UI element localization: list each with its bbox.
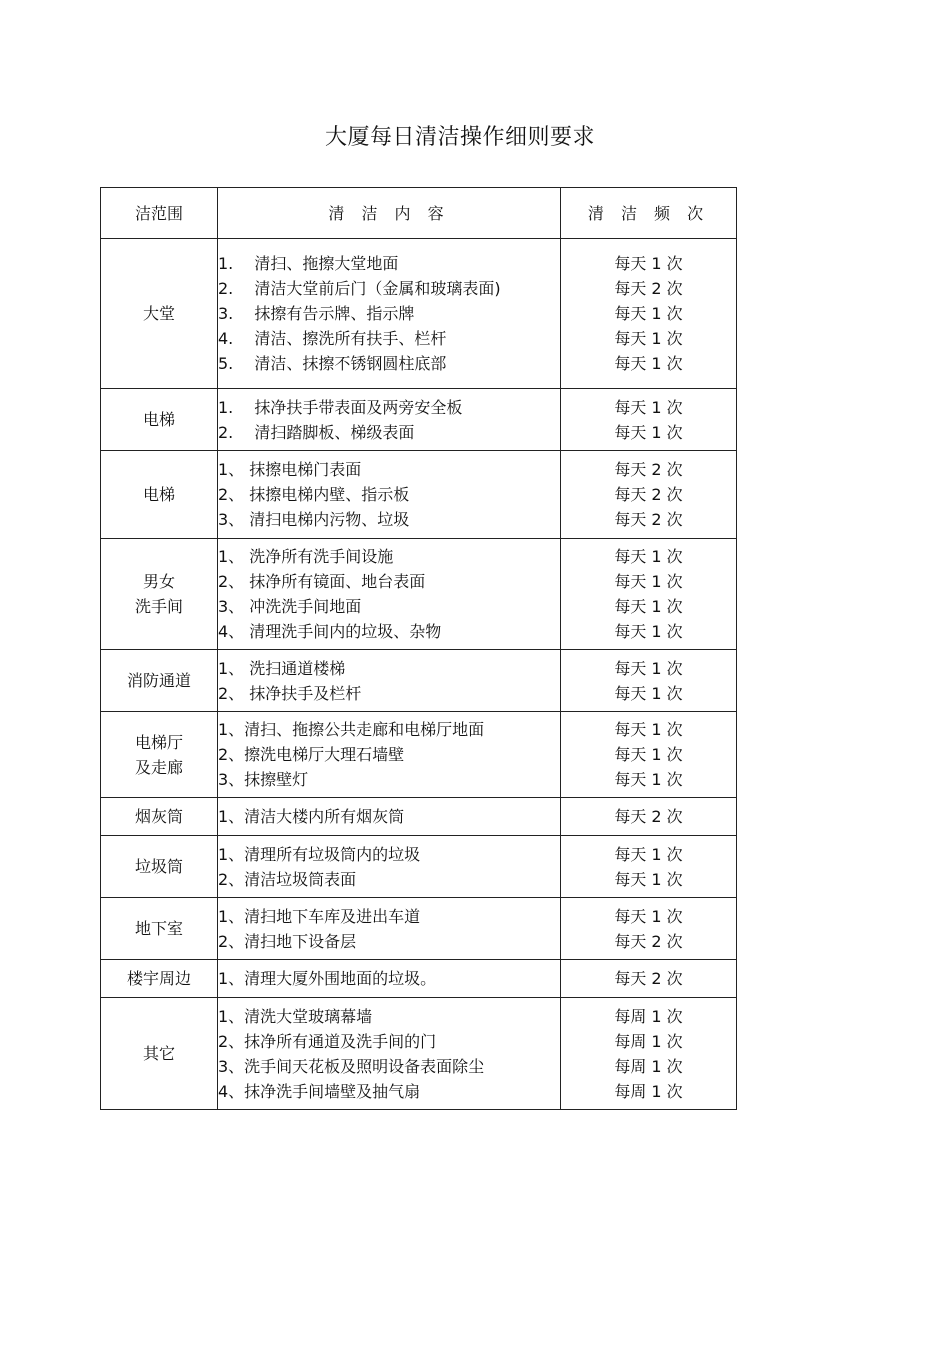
- area-label: 电梯厅: [134, 732, 183, 752]
- area-cell: [101, 650, 218, 712]
- area-cell: [101, 239, 218, 389]
- frequency-item: 每天 2 次: [614, 279, 683, 298]
- frequency-item: 每天 1 次: [614, 254, 683, 273]
- table-row: [101, 836, 737, 898]
- table-row: [101, 898, 737, 960]
- content-item: 1、清理所有垃圾筒内的垃圾: [218, 844, 421, 864]
- frequency-item: 每天 2 次: [614, 510, 683, 529]
- frequency-item: 每天 1 次: [614, 572, 683, 591]
- area-label: 电梯: [142, 410, 175, 429]
- frequency-cell: [561, 960, 737, 998]
- cleaning-schedule-table: [100, 187, 737, 1110]
- content-item: 1、清洗大堂玻璃幕墙: [218, 1006, 373, 1026]
- area-label: 电梯: [142, 485, 175, 504]
- content-cell: [218, 712, 561, 798]
- table-row: [101, 650, 737, 712]
- content-item: 2、清扫地下设备层: [218, 931, 357, 951]
- area-label: 楼宇周边: [126, 969, 191, 988]
- content-item: 1、清洁大楼内所有烟灰筒: [218, 807, 405, 826]
- content-item: 1、 洗净所有洗手间设施: [218, 547, 394, 566]
- area-cell: [101, 539, 218, 650]
- area-cell: [101, 389, 218, 451]
- content-item: 1、清扫、拖擦公共走廊和电梯厅地面: [218, 720, 485, 739]
- content-item: 1、清理大厦外围地面的垃圾。: [218, 969, 437, 988]
- frequency-item: 每天 1 次: [614, 422, 683, 442]
- table-body: [101, 239, 737, 1110]
- header-content: 清 洁 内 容: [218, 188, 561, 239]
- frequency-item: 每周 1 次: [614, 1081, 683, 1101]
- area-cell: [101, 898, 218, 960]
- frequency-cell: [561, 451, 737, 539]
- table-row: [101, 712, 737, 798]
- content-item: 2、 抹擦电梯内壁、指示板: [218, 485, 410, 504]
- area-label: 及走廊: [134, 757, 183, 777]
- area-cell: [101, 960, 218, 998]
- content-cell: [218, 898, 561, 960]
- area-label: 其它: [142, 1044, 175, 1063]
- frequency-item: 每天 1 次: [614, 869, 683, 889]
- content-cell: [218, 998, 561, 1110]
- frequency-cell: [561, 898, 737, 960]
- area-label: 垃圾筒: [134, 857, 183, 876]
- frequency-item: 每天 1 次: [614, 906, 683, 926]
- content-item: 3. 抹擦有告示牌、指示牌: [218, 304, 415, 323]
- table-row: [101, 998, 737, 1110]
- content-item: 1、清扫地下车库及进出车道: [218, 906, 421, 926]
- content-item: 1. 清扫、拖擦大堂地面: [218, 254, 399, 273]
- content-item: 2. 清洁大堂前后门（金属和玻璃表面): [218, 279, 501, 298]
- content-cell: [218, 836, 561, 898]
- content-cell: [218, 960, 561, 998]
- frequency-cell: [561, 539, 737, 650]
- frequency-cell: [561, 650, 737, 712]
- content-item: 5. 清洁、抹擦不锈钢圆柱底部: [218, 354, 447, 373]
- content-item: 4、抹净洗手间墙壁及抽气扇: [218, 1081, 421, 1101]
- content-item: 1、 抹擦电梯门表面: [218, 460, 362, 479]
- content-item: 2、清洁垃圾筒表面: [218, 869, 357, 889]
- area-label: 洗手间: [134, 597, 183, 616]
- content-item: 3、洗手间天花板及照明设备表面除尘: [218, 1056, 485, 1076]
- area-cell: [101, 836, 218, 898]
- content-item: 3、 清扫电梯内污物、垃圾: [218, 510, 410, 529]
- content-cell: [218, 798, 561, 836]
- frequency-cell: [561, 836, 737, 898]
- frequency-item: 每天 1 次: [614, 745, 683, 764]
- area-cell: [101, 798, 218, 836]
- frequency-item: 每天 1 次: [614, 683, 683, 703]
- area-label: 地下室: [134, 919, 183, 938]
- frequency-item: 每天 2 次: [614, 931, 683, 951]
- document-title: 大厦每日清洁操作细则要求: [324, 125, 595, 150]
- content-item: 2、抹净所有通道及洗手间的门: [218, 1031, 437, 1051]
- frequency-item: 每天 2 次: [614, 460, 683, 479]
- frequency-cell: [561, 239, 737, 389]
- area-label: 烟灰筒: [134, 807, 183, 826]
- content-cell: [218, 389, 561, 451]
- frequency-item: 每天 1 次: [614, 547, 683, 566]
- content-item: 3、 冲洗洗手间地面: [218, 597, 362, 616]
- frequency-item: 每天 1 次: [614, 720, 683, 739]
- content-item: 1、 洗扫通道楼梯: [218, 658, 346, 678]
- content-item: 4. 清洁、擦洗所有扶手、栏杆: [218, 329, 447, 348]
- content-item: 3、抹擦壁灯: [218, 770, 309, 789]
- frequency-cell: [561, 798, 737, 836]
- frequency-item: 每天 1 次: [614, 844, 683, 864]
- content-item: 4、 清理洗手间内的垃圾、杂物: [218, 622, 442, 641]
- frequency-item: 每天 1 次: [614, 597, 683, 616]
- table-row: [101, 451, 737, 539]
- frequency-item: 每天 1 次: [614, 622, 683, 641]
- area-label: 大堂: [142, 304, 175, 323]
- content-cell: [218, 650, 561, 712]
- area-label: 消防通道: [126, 671, 191, 690]
- table-row: [101, 389, 737, 451]
- content-cell: [218, 451, 561, 539]
- area-cell: [101, 998, 218, 1110]
- table-row: [101, 960, 737, 998]
- frequency-item: 每天 1 次: [614, 770, 683, 789]
- frequency-item: 每周 1 次: [614, 1031, 683, 1051]
- frequency-cell: [561, 389, 737, 451]
- area-label: 男女: [142, 572, 175, 591]
- table-row: [101, 239, 737, 389]
- frequency-item: 每天 2 次: [614, 969, 683, 988]
- table-row: [101, 539, 737, 650]
- table-header-row: [101, 188, 737, 239]
- table-row: [101, 798, 737, 836]
- content-item: 2. 清扫踏脚板、梯级表面: [218, 422, 415, 442]
- frequency-item: 每周 1 次: [614, 1056, 683, 1076]
- frequency-cell: [561, 998, 737, 1110]
- frequency-item: 每天 2 次: [614, 485, 683, 504]
- frequency-item: 每天 1 次: [614, 397, 683, 417]
- frequency-item: 每天 1 次: [614, 329, 683, 348]
- area-cell: [101, 712, 218, 798]
- content-item: 1. 抹净扶手带表面及两旁安全板: [218, 397, 463, 417]
- content-item: 2、 抹净扶手及栏杆: [218, 683, 362, 703]
- content-item: 2、擦洗电梯厅大理石墙壁: [218, 745, 405, 764]
- header-area: 洁范围: [101, 188, 218, 239]
- header-frequency: 清 洁 频 次: [561, 188, 737, 239]
- content-item: 2、 抹净所有镜面、地台表面: [218, 572, 426, 591]
- area-cell: [101, 451, 218, 539]
- frequency-item: 每天 1 次: [614, 304, 683, 323]
- content-cell: [218, 239, 561, 389]
- frequency-item: 每周 1 次: [614, 1006, 683, 1026]
- frequency-item: 每天 1 次: [614, 658, 683, 678]
- frequency-cell: [561, 712, 737, 798]
- frequency-item: 每天 2 次: [614, 807, 683, 826]
- content-cell: [218, 539, 561, 650]
- frequency-item: 每天 1 次: [614, 354, 683, 373]
